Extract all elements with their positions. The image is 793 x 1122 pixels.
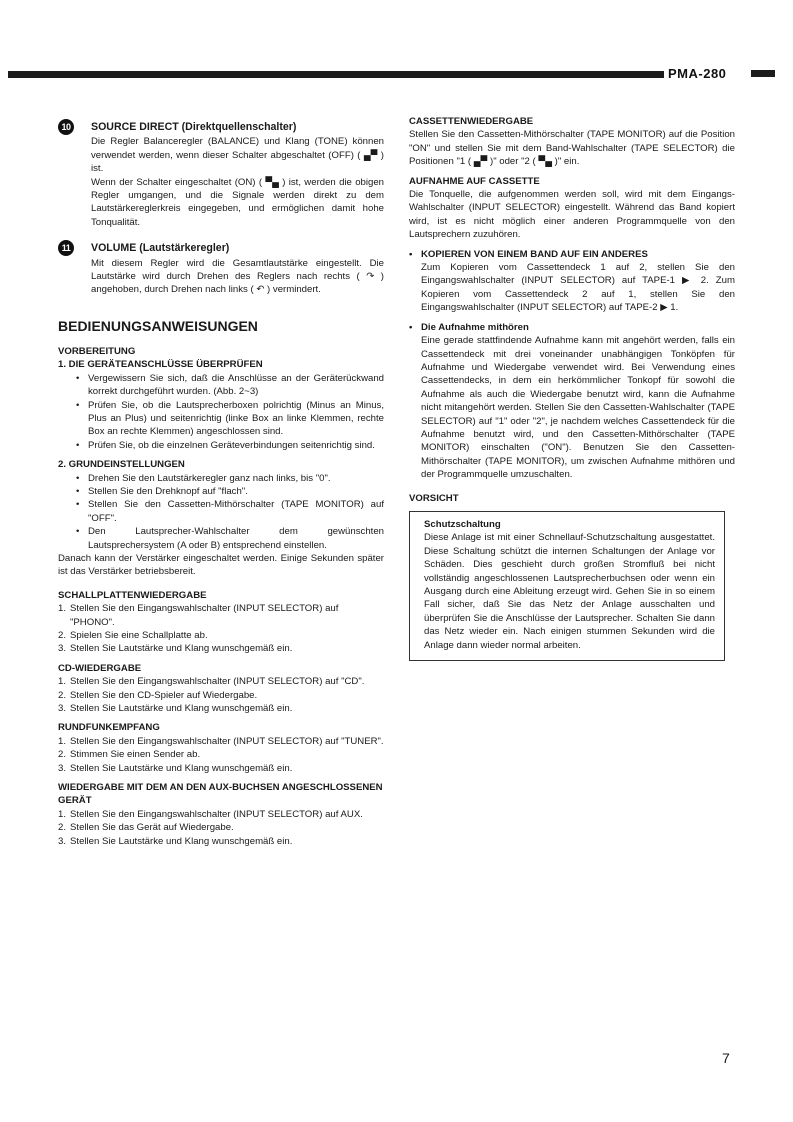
list-item: 1. Stellen Sie den Eingangswahlschalter (INPUT SELECTOR) auf "PHONO".: [58, 603, 339, 628]
step-text: Stellen Sie den Eingangswahlschalter (INPUT SELECTOR) auf "CD".: [70, 676, 365, 688]
step-list: [58, 808, 384, 848]
list-item: 3. Stellen Sie Lautstärke und Klang wunschgemäß ein.: [58, 643, 293, 655]
caution-box: [409, 511, 725, 661]
step-text: Spielen Sie eine Schallplatte ab.: [70, 630, 208, 641]
paragraph: Die Tonquelle, die aufgenommen werden soll, wird mit dem Eingangs-Wahlschalter (INPUT SELECTOR) eingestellt. Während das Band kopiert wird, ist es nicht möglich einer anderen Programmquelle von den Lautsprechern zuzuhören.: [409, 189, 735, 241]
list-item: 3. Stellen Sie Lautstärke und Klang wunschgemäß ein.: [58, 703, 293, 715]
step-list: [58, 602, 384, 656]
bullet-section: [409, 248, 735, 315]
list-item: 2. Stellen Sie das Gerät auf Wiedergabe.: [58, 822, 234, 834]
list-item: 2. Stimmen Sie einen Sender ab.: [58, 749, 201, 761]
subsection-title: CD-WIEDERGABE: [58, 662, 142, 674]
subsection-title: VORBEREITUNG: [58, 345, 136, 357]
list-item: 2. Stellen Sie den CD-Spieler auf Wiedergabe.: [58, 689, 258, 701]
item-volume-heading: [58, 241, 384, 255]
item-title: SOURCE DIRECT (Direktquellenschalter): [91, 121, 297, 133]
step-text: Stellen Sie Lautstärke und Klang wunschgemäß ein.: [70, 703, 293, 715]
item-number-badge: 10: [58, 119, 74, 135]
list-item: • Drehen Sie den Lautstärkeregler ganz nach links, bis "0".: [76, 472, 384, 485]
list-item: 1. Stellen Sie den Eingangswahlschalter (INPUT SELECTOR) auf AUX.: [58, 808, 363, 820]
paragraph: Zum Kopieren vom Cassettendeck 1 auf 2, stellen Sie den Eingangswahlschalter (INPUT SELECTOR) auf TAPE-1 ▶ 2. Zum Kopieren vom Cassettendeck 2 auf 1, stellen Sie den Eingangswahlschalter (INPUT SELECTOR) auf TAPE-2 ▶ 1.: [421, 262, 735, 314]
subsection-title: WIEDERGABE MIT DEM AN DEN AUX-BUCHSEN ANGESCHLOSSENEN GERÄT: [58, 782, 383, 807]
step-text: Stellen Sie Lautstärke und Klang wunschgemäß ein.: [70, 762, 293, 774]
list-item: 1. Stellen Sie den Eingangswahlschalter (INPUT SELECTOR) auf "TUNER".: [58, 735, 384, 747]
list-item: • Prüfen Sie, ob die einzelnen Geräteverbindungen seitenrichtig sind.: [76, 439, 384, 452]
bullet-list: [58, 372, 384, 452]
list-item: • Den Lautsprecher-Wahlschalter dem gewünschten Lautsprechersystem (A oder B) entsprechend einstellen.: [76, 525, 384, 552]
paragraph: Mit diesem Regler wird die Gesamtlautstärke eingestellt. Die Lautstärke wird durch Drehen des Reglers nach rechts ( ↷ ) angehoben, durch Drehen nach links ( ↶ ) vermindert.: [91, 257, 384, 296]
step-text: Stimmen Sie einen Sender ab.: [70, 749, 201, 761]
list-item: 3. Stellen Sie Lautstärke und Klang wunschgemäß ein.: [58, 835, 293, 847]
paragraph: Die Regler Balanceregler (BALANCE) und Klang (TONE) können verwendet werden, wenn dieser Schalter abgeschaltet (OFF) ( ▄▀ ) ist.: [91, 136, 384, 175]
item-volume: [58, 241, 384, 297]
step-title: 1. DIE GERÄTEANSCHLÜSSE ÜBERPRÜFEN: [58, 359, 263, 371]
list-item: • Stellen Sie den Cassetten-Mithörschalter (TAPE MONITOR) auf "OFF".: [76, 498, 384, 525]
header-rule: [8, 71, 664, 78]
bullet-title: Die Aufnahme mithören: [421, 321, 529, 333]
list-item: • Vergewissern Sie sich, daß die Anschlüsse an der Geräterückwand korrekt durchgeführt wurden. (Abb. 2~3): [76, 372, 384, 399]
paragraph: Danach kann der Verstärker eingeschaltet werden. Einige Sekunden später ist das Verstärker betriebsbereit.: [58, 552, 384, 578]
list-item: • Stellen Sie den Drehknopf auf "flach".: [76, 485, 384, 498]
subsection-title: RUNDFUNKEMPFANG: [58, 722, 160, 734]
item-number-badge: 11: [58, 240, 74, 256]
model-name: PMA-280: [668, 66, 727, 81]
caution-box-title: Schutzschaltung: [424, 518, 501, 530]
section-title: BEDIENUNGSANWEISUNGEN: [58, 317, 258, 334]
subsection-title: AUFNAHME AUF CASSETTE: [409, 175, 540, 187]
left-column: [58, 120, 384, 848]
bullet-icon: •: [409, 321, 413, 333]
paragraph: Wenn der Schalter eingeschaltet (ON) ( ▀▄ ) ist, werden die obigen Regler umgangen, und die Signale werden direkt zu dem Lautstärkereglerkreis eingegeben, und ermöglichen damit hohe Tonqualität.: [91, 176, 384, 228]
right-column: [409, 115, 735, 661]
step-text: Stellen Sie das Gerät auf Wiedergabe.: [70, 822, 234, 834]
bullet-list: [58, 472, 384, 552]
list-item: 3. Stellen Sie Lautstärke und Klang wunschgemäß ein.: [58, 762, 293, 774]
step-text: Stellen Sie den Eingangswahlschalter (INPUT SELECTOR) auf "PHONO".: [70, 603, 339, 628]
step-text: Stellen Sie Lautstärke und Klang wunschgemäß ein.: [70, 643, 293, 655]
step-text: Stellen Sie den Eingangswahlschalter (INPUT SELECTOR) auf "TUNER".: [70, 735, 384, 747]
subsection-title: CASSETTENWIEDERGABE: [409, 116, 534, 127]
subsection-title: VORSICHT: [409, 492, 459, 504]
bullet-title: KOPIEREN VON EINEM BAND AUF EIN ANDERES: [421, 248, 648, 260]
paragraph: Stellen Sie den Cassetten-Mithörschalter (TAPE MONITOR) auf die Position "ON" und stellen Sie mit dem Band-Wahlschalter (TAPE SELECTOR) die Positionen "1 ( ▄▀ )" oder "2 ( ▀▄ )" ein.: [409, 129, 735, 168]
bullet-section: [409, 321, 735, 482]
item-source-direct-heading: [58, 120, 384, 134]
list-item: 1. Stellen Sie den Eingangswahlschalter (INPUT SELECTOR) auf "CD".: [58, 676, 365, 688]
step-list: [58, 735, 384, 775]
page-number: 7: [722, 1050, 730, 1066]
bullet-icon: •: [409, 248, 413, 260]
list-item: • Prüfen Sie, ob die Lautsprecherboxen polrichtig (Minus an Minus, Plus an Plus) und seitenrichtig (linke Box an linke Klemmen, rechte Box an rechte Klemmen) angeschlossen sind.: [76, 399, 384, 439]
step-text: Stellen Sie Lautstärke und Klang wunschgemäß ein.: [70, 835, 293, 847]
step-list: [58, 675, 384, 715]
step-title: 2. GRUNDEINSTELLUNGEN: [58, 459, 185, 471]
subsection-title: SCHALLPLATTENWIEDERGABE: [58, 589, 207, 601]
step-text: Stellen Sie den Eingangswahlschalter (INPUT SELECTOR) auf AUX.: [70, 808, 363, 820]
item-title: VOLUME (Lautstärkeregler): [91, 242, 230, 255]
step-text: Stellen Sie den CD-Spieler auf Wiedergabe.: [70, 689, 258, 701]
list-item: 2. Spielen Sie eine Schallplatte ab.: [58, 630, 208, 641]
item-source-direct: [58, 120, 384, 229]
paragraph: Eine gerade stattfindende Aufnahme kann mit angehört werden, falls ein Cassettendeck mit drei voneinander unabhängigen Tonköpfen für Aufnahme und Wiedergabe verwendet wird. Bei Verwendung eines Cassettendecks, in dem ein herkömmlicher Tonkopf für sowohl die Aufnahme als auch die Wiedergabe benutzt wird, kann die Aufnahme nicht mitangehört werden. Stellen Sie den Cassetten-Wahlschalter (TAPE SELECTOR) auf "1" oder "2", je nachdem welches Cassettendeck für die Aufnahme benutzt wird, und den Cassetten-Mithörschalter (TAPE MONITOR) einschalten ("ON"). Benutzen Sie den Cassetten-Mithörschalter (TAPE MONITOR), um zwischen Aufnahme mithören und der Programmquelle umzuschalten.: [421, 335, 735, 481]
header-rule-end: [751, 70, 775, 77]
caution-box-text: Diese Anlage ist mit einer Schnellauf-Schutzschaltung ausgestattet. Diese Schaltung schützt die internen Schaltungen der Anlage vor Schäden. Dies geschieht durch großen Stromfluß bei nicht vollständig angeschlossenen Lautsprecherbuchsen oder wenn ein Ausgang durch eine Ableitung erzeugt wird. Gehen Sie in so einem Fall sicher, daß Sie das Netz der Anlage ausschalten und überprüfen Sie die Anschlüsse der Lautsprecher. Schalten Sie dann das Netz wieder ein. Nach einigen stummen Sekunden wird die Anlage dann wieder normal arbeiten.: [424, 532, 715, 651]
